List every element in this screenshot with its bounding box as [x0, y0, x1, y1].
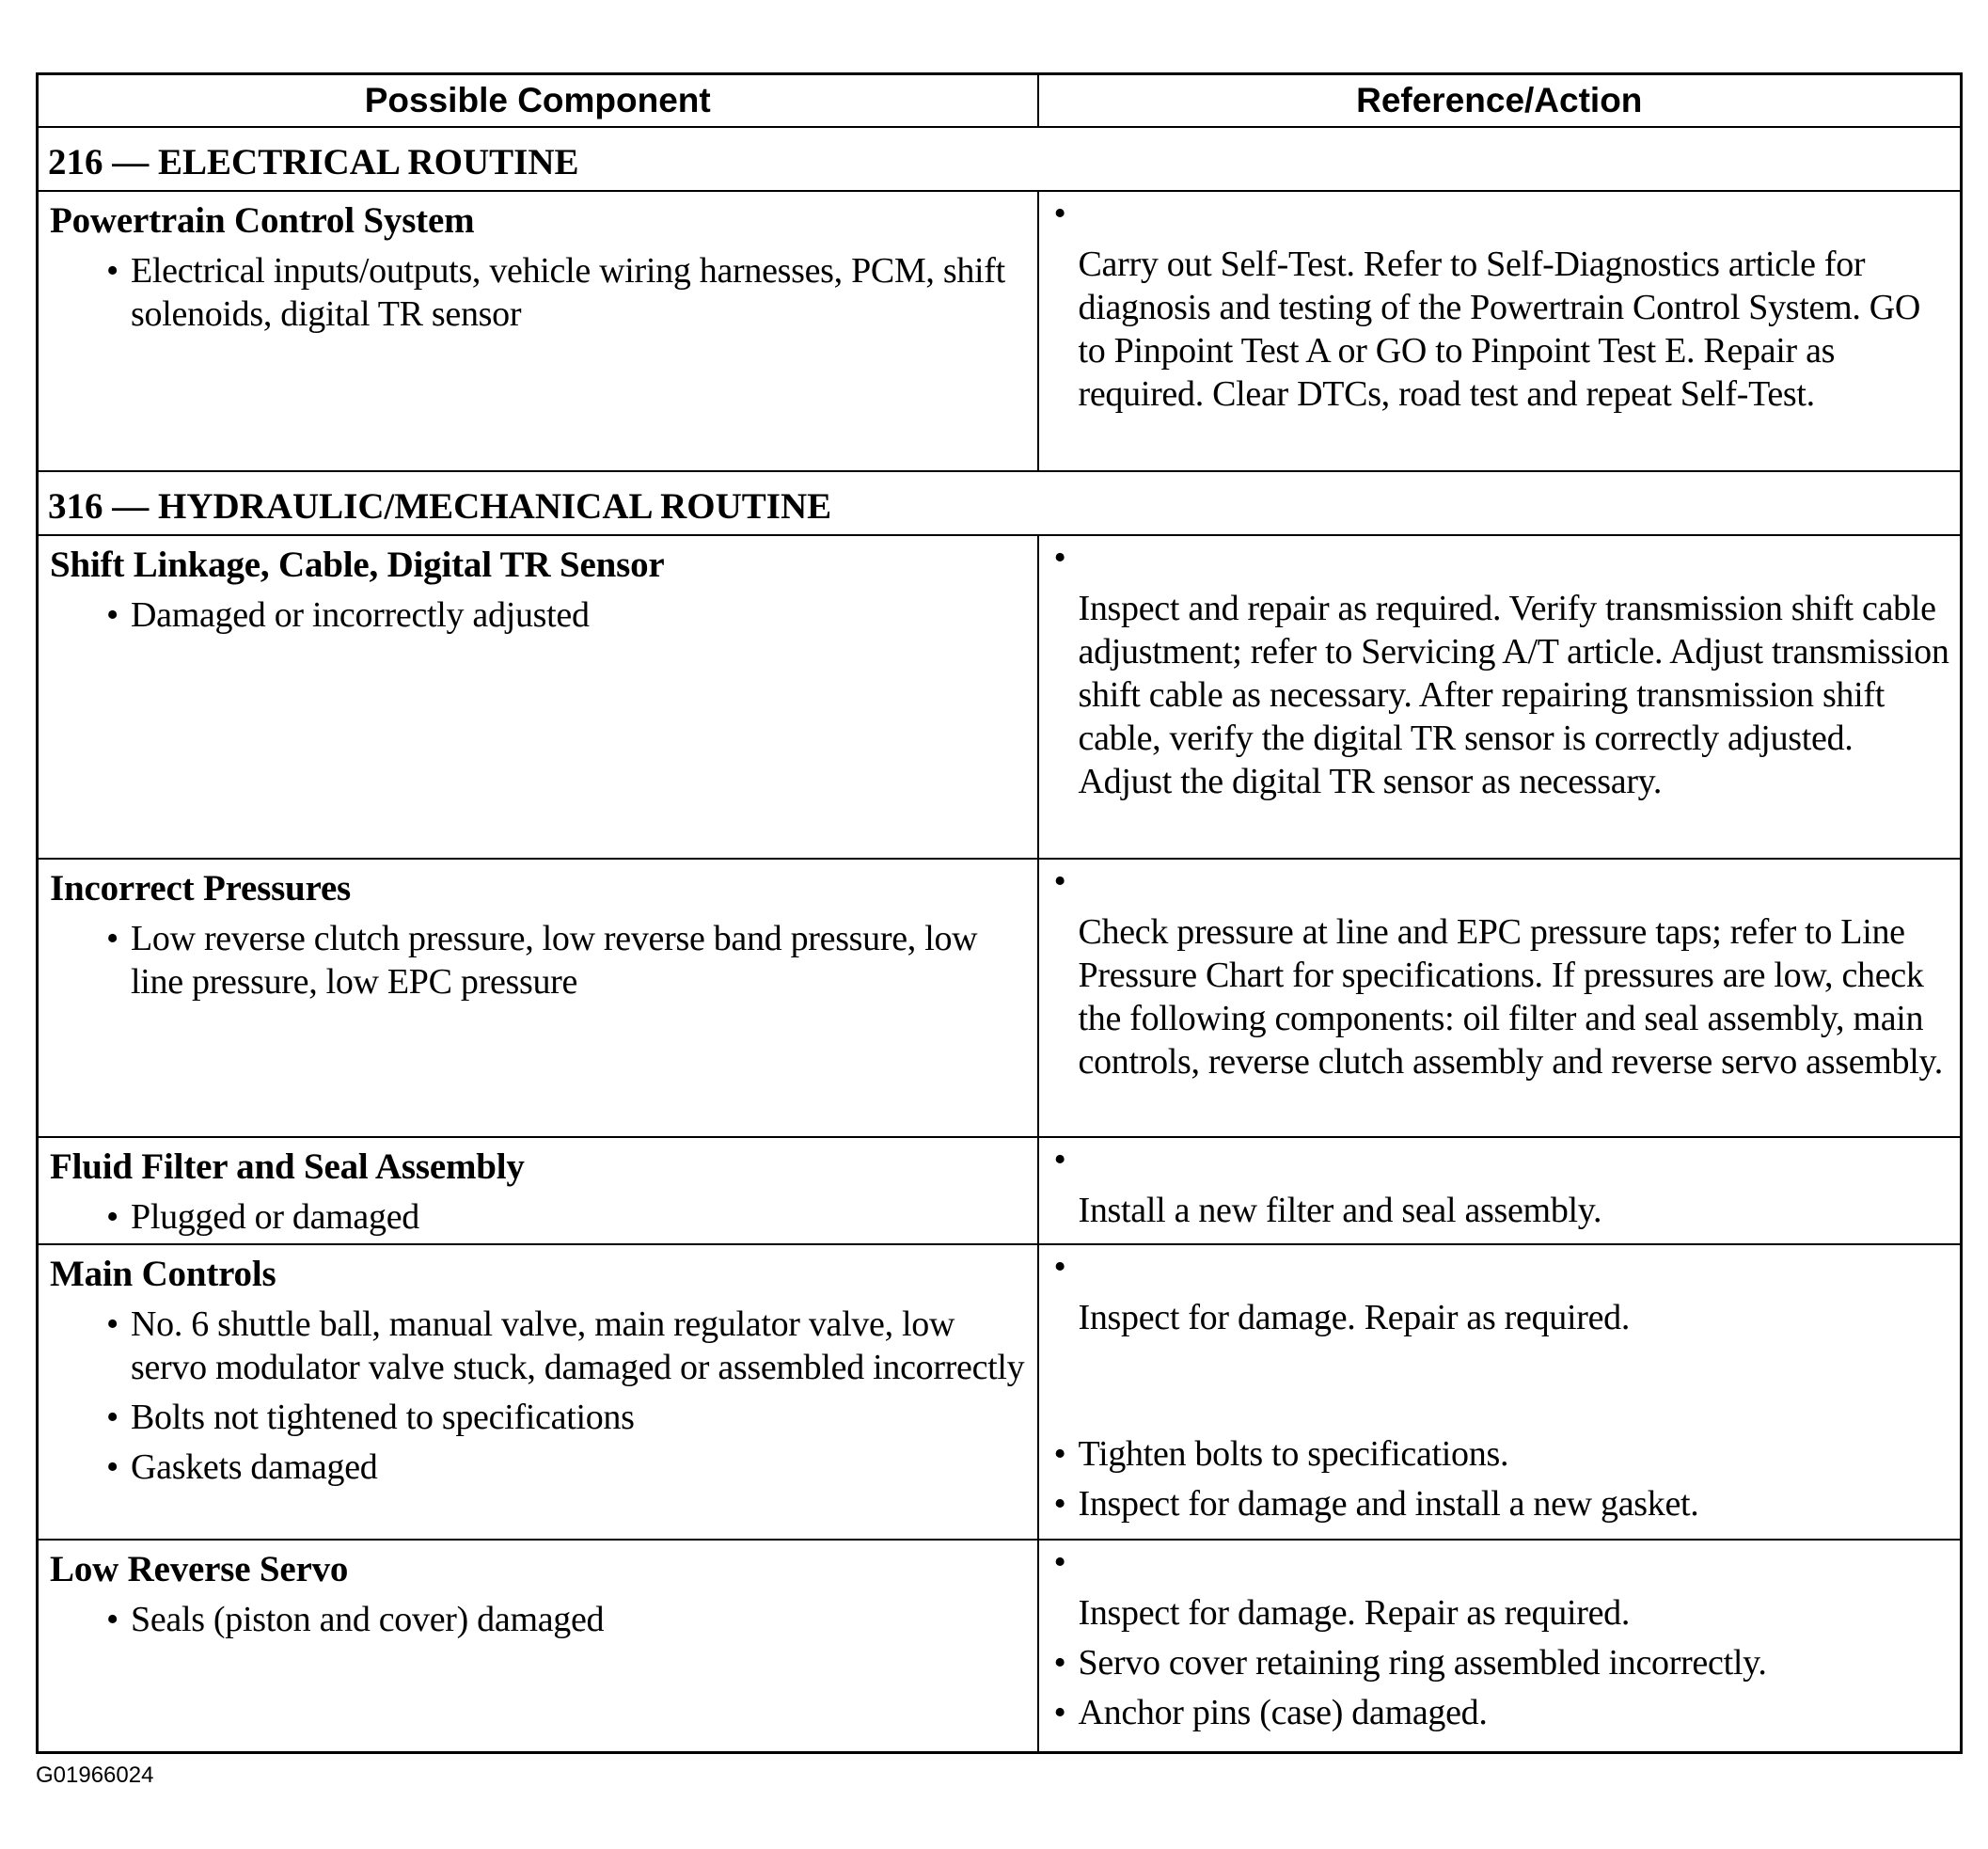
action-item: • Servo cover retaining ring assembled incorrectly.	[1039, 1641, 1961, 1684]
action-item: • Inspect for damage and install a new gasket.	[1039, 1482, 1961, 1525]
action-cell	[1038, 859, 1962, 1137]
component-title: Fluid Filter and Seal Assembly	[50, 1146, 525, 1187]
component-title: Main Controls	[50, 1254, 276, 1294]
component-cell	[38, 859, 1038, 1137]
section-title: 316 — HYDRAULIC/MECHANICAL ROUTINE	[38, 471, 1962, 535]
cause-item: • Low reverse clutch pressure, low reverse band pressure, low line pressure, low EPC pressure	[39, 917, 1037, 1004]
action-cell	[1038, 1137, 1962, 1244]
cause-item: • Electrical inputs/outputs, vehicle wiring harnesses, PCM, shift solenoids, digital TR sensor	[39, 249, 1037, 336]
component-cell	[38, 1244, 1038, 1540]
table-row	[38, 1540, 1962, 1752]
cause-item: • Bolts not tightened to specifications	[39, 1396, 1037, 1439]
action-cell	[1038, 191, 1962, 471]
section-row-electrical	[38, 127, 1962, 191]
action-cell	[1038, 1244, 1962, 1540]
action-item: • Inspect and repair as required. Verify transmission shift cable adjustment; refer to Servicing A/T article. Adjust transmission shift cable as necessary. After repairing transmission shift cable, verify the digital TR sensor is correctly adjusted. Adjust the digital TR sensor as necessary.	[1039, 536, 1961, 803]
column-header-possible-component: Possible Component	[38, 74, 1038, 128]
action-item: • Inspect for damage. Repair as required.	[1039, 1245, 1961, 1339]
component-title: Shift Linkage, Cable, Digital TR Sensor	[50, 545, 665, 585]
action-item: • Install a new filter and seal assembly.	[1039, 1138, 1961, 1232]
table-header-row	[38, 74, 1962, 128]
component-cell	[38, 1540, 1038, 1752]
cause-item: • Plugged or damaged	[39, 1195, 1037, 1239]
cause-item: • No. 6 shuttle ball, manual valve, main regulator valve, low servo modulator valve stuck, damaged or assembled incorrectly	[39, 1303, 1037, 1389]
action-cell	[1038, 535, 1962, 859]
table-row	[38, 1137, 1962, 1244]
component-cell	[38, 535, 1038, 859]
diagnosis-table	[36, 72, 1963, 1754]
action-item: • Anchor pins (case) damaged.	[1039, 1691, 1961, 1734]
action-item: • Inspect for damage. Repair as required.	[1039, 1541, 1961, 1635]
table-row	[38, 191, 1962, 471]
table-row	[38, 859, 1962, 1137]
table-row	[38, 1244, 1962, 1540]
figure-id: G01966024	[36, 1762, 154, 1788]
component-cell	[38, 1137, 1038, 1244]
cause-item: • Seals (piston and cover) damaged	[39, 1598, 1037, 1641]
action-item: • Check pressure at line and EPC pressure taps; refer to Line Pressure Chart for specifications. If pressures are low, check the following components: oil filter and seal assembly, main controls, reverse clutch assembly and reverse servo assembly.	[1039, 860, 1961, 1083]
section-row-hydraulic-mechanical	[38, 471, 1962, 535]
cause-item: • Damaged or incorrectly adjusted	[39, 593, 1037, 637]
action-cell	[1038, 1540, 1962, 1752]
column-header-reference-action: Reference/Action	[1038, 74, 1962, 128]
section-title: 216 — ELECTRICAL ROUTINE	[38, 127, 1962, 191]
component-title: Low Reverse Servo	[50, 1549, 349, 1589]
component-title: Incorrect Pressures	[50, 868, 352, 909]
component-title: Powertrain Control System	[50, 200, 475, 241]
table-row	[38, 535, 1962, 859]
component-cell	[38, 191, 1038, 471]
action-item: • Tighten bolts to specifications.	[1039, 1432, 1961, 1476]
action-item: • Carry out Self-Test. Refer to Self-Diagnostics article for diagnosis and testing of the Powertrain Control System. GO to Pinpoint Test A or GO to Pinpoint Test E. Repair as required. Clear DTCs, road test and repeat Self-Test.	[1039, 192, 1961, 416]
cause-item: • Gaskets damaged	[39, 1446, 1037, 1489]
